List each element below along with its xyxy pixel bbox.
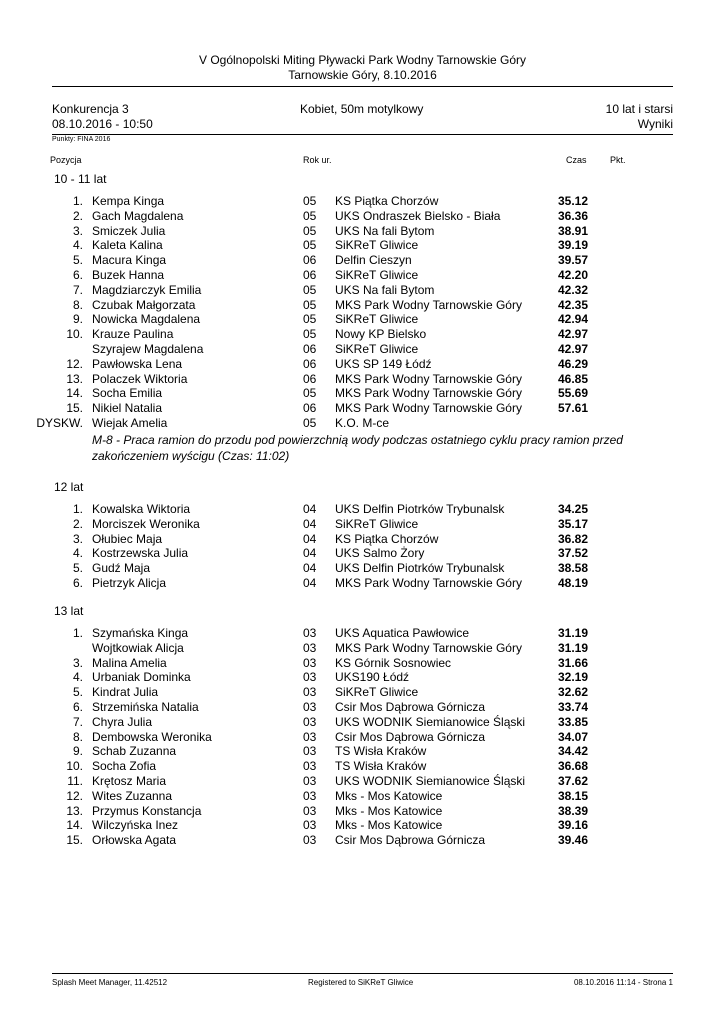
result-club: UKS WODNIK Siemianowice Śląski (335, 715, 526, 729)
event-age: 10 lat i starsi (605, 102, 673, 116)
result-club: UKS190 Łódź (335, 670, 410, 684)
result-name: Szymańska Kinga (92, 626, 189, 640)
result-year: 03 (303, 818, 317, 832)
age-group-label: 13 lat (54, 604, 84, 618)
table-row (0, 561, 725, 576)
result-club: MKS Park Wodny Tarnowskie Góry (335, 386, 522, 400)
result-time: 32.19 (558, 670, 589, 684)
event-name: Kobiet, 50m motylkowy (300, 102, 424, 116)
result-time: 42.20 (558, 268, 589, 282)
result-place: 1. (72, 194, 83, 208)
result-time: 33.85 (558, 715, 589, 729)
result-name: Kostrzewska Julia (92, 546, 189, 560)
result-name: Polaczek Wiktoria (92, 372, 188, 386)
result-name: Pawłowska Lena (92, 357, 183, 371)
result-place: 14. (66, 818, 83, 832)
result-time: 42.97 (558, 342, 589, 356)
result-place: 4. (72, 546, 83, 560)
result-year: 03 (303, 685, 317, 699)
result-time: 34.25 (558, 502, 589, 516)
result-time: 38.15 (558, 789, 589, 803)
result-club: MKS Park Wodny Tarnowskie Góry (335, 401, 522, 415)
table-row (0, 730, 725, 745)
table-row (0, 238, 725, 253)
table-row (0, 774, 725, 789)
table-row (0, 833, 725, 848)
result-name: Buzek Hanna (92, 268, 165, 282)
result-place: 8. (72, 298, 83, 312)
result-year: 06 (303, 372, 317, 386)
result-name: Nikiel Natalia (92, 401, 163, 415)
result-club: KS Górnik Sosnowiec (335, 656, 452, 670)
footer-software: Splash Meet Manager, 11.42512 (52, 978, 168, 987)
table-row (0, 342, 725, 357)
result-time: 57.61 (558, 401, 589, 415)
event-rule (52, 134, 673, 135)
result-place: 15. (66, 833, 83, 847)
result-club: SiKReT Gliwice (335, 517, 419, 531)
result-year: 05 (303, 194, 317, 208)
result-year: 05 (303, 327, 317, 341)
result-year: 06 (303, 268, 317, 282)
table-row (0, 209, 725, 224)
result-name: Przymus Konstancja (92, 804, 202, 818)
result-time: 37.62 (558, 774, 589, 788)
result-time: 42.97 (558, 327, 589, 341)
result-club: KS Piątka Chorzów (335, 532, 439, 546)
table-row (0, 194, 725, 209)
table-row (0, 502, 725, 517)
result-place: 3. (72, 656, 83, 670)
result-year: 06 (303, 401, 317, 415)
result-year: 03 (303, 774, 317, 788)
result-year: 06 (303, 342, 317, 356)
result-year: 03 (303, 626, 317, 640)
table-row (0, 253, 725, 268)
result-name: Strzemińska Natalia (92, 700, 199, 714)
result-time: 33.74 (558, 700, 589, 714)
result-name: Nowicka Magdalena (92, 312, 201, 326)
result-year: 04 (303, 532, 317, 546)
table-row (0, 626, 725, 641)
result-place: 1. (72, 502, 83, 516)
table-row (0, 372, 725, 387)
result-name: Gudź Maja (92, 561, 151, 575)
result-time: 34.42 (558, 744, 589, 758)
table-row (0, 386, 725, 401)
result-club: UKS Delfin Piotrków Trybunalsk (335, 502, 505, 516)
result-club: MKS Park Wodny Tarnowskie Góry (335, 641, 522, 655)
event-datetime: 08.10.2016 - 10:50 (52, 117, 153, 131)
result-name: Krauze Paulina (92, 327, 174, 341)
result-year: 03 (303, 641, 317, 655)
result-club: Mks - Mos Katowice (335, 818, 443, 832)
result-club: SiKReT Gliwice (335, 342, 419, 356)
result-name: Schab Zuzanna (92, 744, 177, 758)
result-place: 10. (66, 327, 83, 341)
table-row (0, 357, 725, 372)
table-row (0, 517, 725, 532)
table-row (0, 759, 725, 774)
result-time: 36.82 (558, 532, 589, 546)
table-row (0, 656, 725, 671)
disqualification-note: M-8 - Praca ramion do przodu pod powierzchnią wody podczas ostatniego cyklu pracy ramion przed zakończeniem wyścigu (Czas: 11:02) (92, 433, 623, 463)
result-name: Dembowska Weronika (92, 730, 212, 744)
result-year: 05 (303, 416, 317, 430)
result-name: Socha Emilia (92, 386, 163, 400)
column-header-year: Rok ur. (303, 155, 332, 165)
age-group-label: 10 - 11 lat (54, 172, 107, 186)
result-place: 6. (72, 576, 83, 590)
result-name: Ołubiec Maja (92, 532, 163, 546)
result-name: Wilczyńska Inez (92, 818, 179, 832)
result-time: 37.52 (558, 546, 589, 560)
table-row (0, 641, 725, 656)
result-place: 2. (72, 517, 83, 531)
result-club: Csir Mos Dąbrowa Górnicza (335, 833, 486, 847)
table-row (0, 685, 725, 700)
table-row (0, 401, 725, 416)
result-time: 35.17 (558, 517, 589, 531)
result-time: 39.16 (558, 818, 589, 832)
column-header-place: Pozycja (50, 155, 82, 165)
result-year: 05 (303, 386, 317, 400)
result-name: Smiczek Julia (92, 224, 166, 238)
result-name: Morciszek Weronika (92, 517, 200, 531)
result-club: UKS Na fali Bytom (335, 283, 435, 297)
table-row (0, 268, 725, 283)
result-time: 42.35 (558, 298, 589, 312)
result-name: Kowalska Wiktoria (92, 502, 191, 516)
result-year: 04 (303, 502, 317, 516)
table-row (0, 789, 725, 804)
result-place: 13. (66, 372, 83, 386)
result-time: 48.19 (558, 576, 589, 590)
result-club: Nowy KP Bielsko (335, 327, 427, 341)
result-club: Csir Mos Dąbrowa Górnicza (335, 730, 486, 744)
result-year: 05 (303, 238, 317, 252)
result-name: Krętosz Maria (92, 774, 167, 788)
event-number: Konkurencja 3 (52, 102, 129, 116)
result-place: 3. (72, 532, 83, 546)
column-header-points: Pkt. (610, 155, 626, 165)
result-place: 6. (72, 268, 83, 282)
result-club: Mks - Mos Katowice (335, 789, 443, 803)
result-club: UKS WODNIK Siemianowice Śląski (335, 774, 526, 788)
footer-page: 08.10.2016 11:14 - Strona 1 (573, 978, 673, 987)
result-club: SiKReT Gliwice (335, 312, 419, 326)
result-time: 38.58 (558, 561, 589, 575)
event-type: Wyniki (637, 117, 673, 131)
result-name: Wites Zuzanna (92, 789, 173, 803)
result-club: SiKReT Gliwice (335, 685, 419, 699)
result-time: 31.19 (558, 626, 589, 640)
result-club: Csir Mos Dąbrowa Górnicza (335, 700, 486, 714)
result-place: 4. (72, 238, 83, 252)
result-year: 03 (303, 730, 317, 744)
result-club: UKS Aquatica Pawłowice (335, 626, 470, 640)
result-name: Magdziarczyk Emilia (92, 283, 202, 297)
result-year: 03 (303, 804, 317, 818)
table-row (0, 804, 725, 819)
result-name: Pietrzyk Alicja (92, 576, 167, 590)
result-name: Socha Zofia (92, 759, 157, 773)
table-row (0, 327, 725, 342)
table-row (0, 298, 725, 313)
table-row (0, 546, 725, 561)
result-place: 6. (72, 700, 83, 714)
result-place: 12. (66, 789, 83, 803)
result-name: Kempa Kinga (92, 194, 165, 208)
result-place: 11. (67, 774, 83, 788)
result-place: 10. (66, 759, 83, 773)
result-club: MKS Park Wodny Tarnowskie Góry (335, 576, 522, 590)
result-year: 03 (303, 715, 317, 729)
result-time: 34.07 (558, 730, 589, 744)
result-club: UKS Ondraszek Bielsko - Biała (335, 209, 501, 223)
result-place: 8. (72, 730, 83, 744)
result-place: 2. (72, 209, 83, 223)
table-row (0, 670, 725, 685)
result-club: SiKReT Gliwice (335, 268, 419, 282)
result-name: Orłowska Agata (92, 833, 177, 847)
result-name: Macura Kinga (92, 253, 167, 267)
result-year: 04 (303, 517, 317, 531)
result-time: 39.19 (558, 238, 589, 252)
result-club: K.O. M-ce (335, 416, 390, 430)
result-time: 42.94 (558, 312, 589, 326)
table-row (0, 416, 725, 431)
result-time: 36.68 (558, 759, 589, 773)
footer-rule (52, 973, 673, 974)
result-place: 5. (72, 561, 83, 575)
result-time: 42.32 (558, 283, 589, 297)
result-time: 39.46 (558, 833, 589, 847)
result-year: 05 (303, 283, 317, 297)
result-club: KS Piątka Chorzów (335, 194, 439, 208)
points-system: Punkty: FINA 2016 (52, 136, 111, 143)
result-year: 06 (303, 253, 317, 267)
result-name: Wiejak Amelia (92, 416, 168, 430)
result-club: TS Wisła Kraków (335, 759, 427, 773)
result-time: 46.85 (558, 372, 589, 386)
result-place: 1. (72, 626, 83, 640)
result-time: 31.66 (558, 656, 589, 670)
result-place: DYSKW. (36, 416, 83, 430)
result-year: 03 (303, 700, 317, 714)
result-time: 38.39 (558, 804, 589, 818)
result-year: 03 (303, 789, 317, 803)
result-time: 38.91 (558, 224, 589, 238)
table-row (0, 576, 725, 591)
age-group-label: 12 lat (54, 480, 84, 494)
result-club: UKS Delfin Piotrków Trybunalsk (335, 561, 505, 575)
result-year: 05 (303, 224, 317, 238)
table-row (0, 744, 725, 759)
result-place: 3. (72, 224, 83, 238)
result-year: 06 (303, 357, 317, 371)
result-club: UKS SP 149 Łódź (335, 357, 432, 371)
result-name: Chyra Julia (92, 715, 153, 729)
result-place: 14. (66, 386, 83, 400)
result-place: 4. (72, 670, 83, 684)
result-place: 13. (66, 804, 83, 818)
result-year: 03 (303, 744, 317, 758)
result-time: 39.57 (558, 253, 589, 267)
result-club: UKS Na fali Bytom (335, 224, 435, 238)
result-name: Gach Magdalena (92, 209, 184, 223)
result-year: 05 (303, 298, 317, 312)
header-rule (52, 86, 673, 87)
result-place: 5. (72, 253, 83, 267)
result-place: 9. (72, 744, 83, 758)
column-header-time: Czas (566, 155, 587, 165)
table-row (0, 532, 725, 547)
result-time: 55.69 (558, 386, 589, 400)
result-name: Szyrajew Magdalena (92, 342, 204, 356)
result-year: 04 (303, 576, 317, 590)
result-year: 03 (303, 759, 317, 773)
table-row (0, 818, 725, 833)
result-year: 04 (303, 561, 317, 575)
table-row (0, 283, 725, 298)
result-club: MKS Park Wodny Tarnowskie Góry (335, 372, 522, 386)
table-row (0, 715, 725, 730)
result-year: 04 (303, 546, 317, 560)
result-time: 31.19 (558, 641, 589, 655)
page-title: V Ogólnopolski Miting Pływacki Park Wodny Tarnowskie Góry (198, 53, 527, 67)
result-place: 9. (72, 312, 83, 326)
result-year: 03 (303, 656, 317, 670)
result-time: 35.12 (558, 194, 589, 208)
result-club: Delfin Cieszyn (335, 253, 412, 267)
table-row (0, 224, 725, 239)
result-year: 05 (303, 209, 317, 223)
result-place: 7. (72, 715, 83, 729)
result-name: Czubak Małgorzata (92, 298, 196, 312)
result-place: 7. (72, 283, 83, 297)
result-club: Mks - Mos Katowice (335, 804, 443, 818)
result-club: MKS Park Wodny Tarnowskie Góry (335, 298, 522, 312)
result-year: 05 (303, 312, 317, 326)
result-name: Urbaniak Dominka (92, 670, 191, 684)
result-name: Kaleta Kalina (92, 238, 163, 252)
result-time: 46.29 (558, 357, 589, 371)
result-time: 36.36 (558, 209, 589, 223)
result-name: Malina Amelia (92, 656, 167, 670)
result-club: TS Wisła Kraków (335, 744, 427, 758)
result-year: 03 (303, 833, 317, 847)
table-row (0, 700, 725, 715)
result-place: 5. (72, 685, 83, 699)
result-name: Wojtkowiak Alicja (92, 641, 184, 655)
result-club: SiKReT Gliwice (335, 238, 419, 252)
result-place: 15. (66, 401, 83, 415)
result-club: UKS Salmo Żory (335, 546, 425, 560)
table-row (0, 312, 725, 327)
result-name: Kindrat Julia (92, 685, 159, 699)
result-time: 32.62 (558, 685, 589, 699)
result-place: 12. (66, 357, 83, 371)
result-year: 03 (303, 670, 317, 684)
page-subtitle: Tarnowskie Góry, 8.10.2016 (288, 68, 437, 82)
footer-registered: Registered to SiKReT Gliwice (308, 978, 414, 987)
